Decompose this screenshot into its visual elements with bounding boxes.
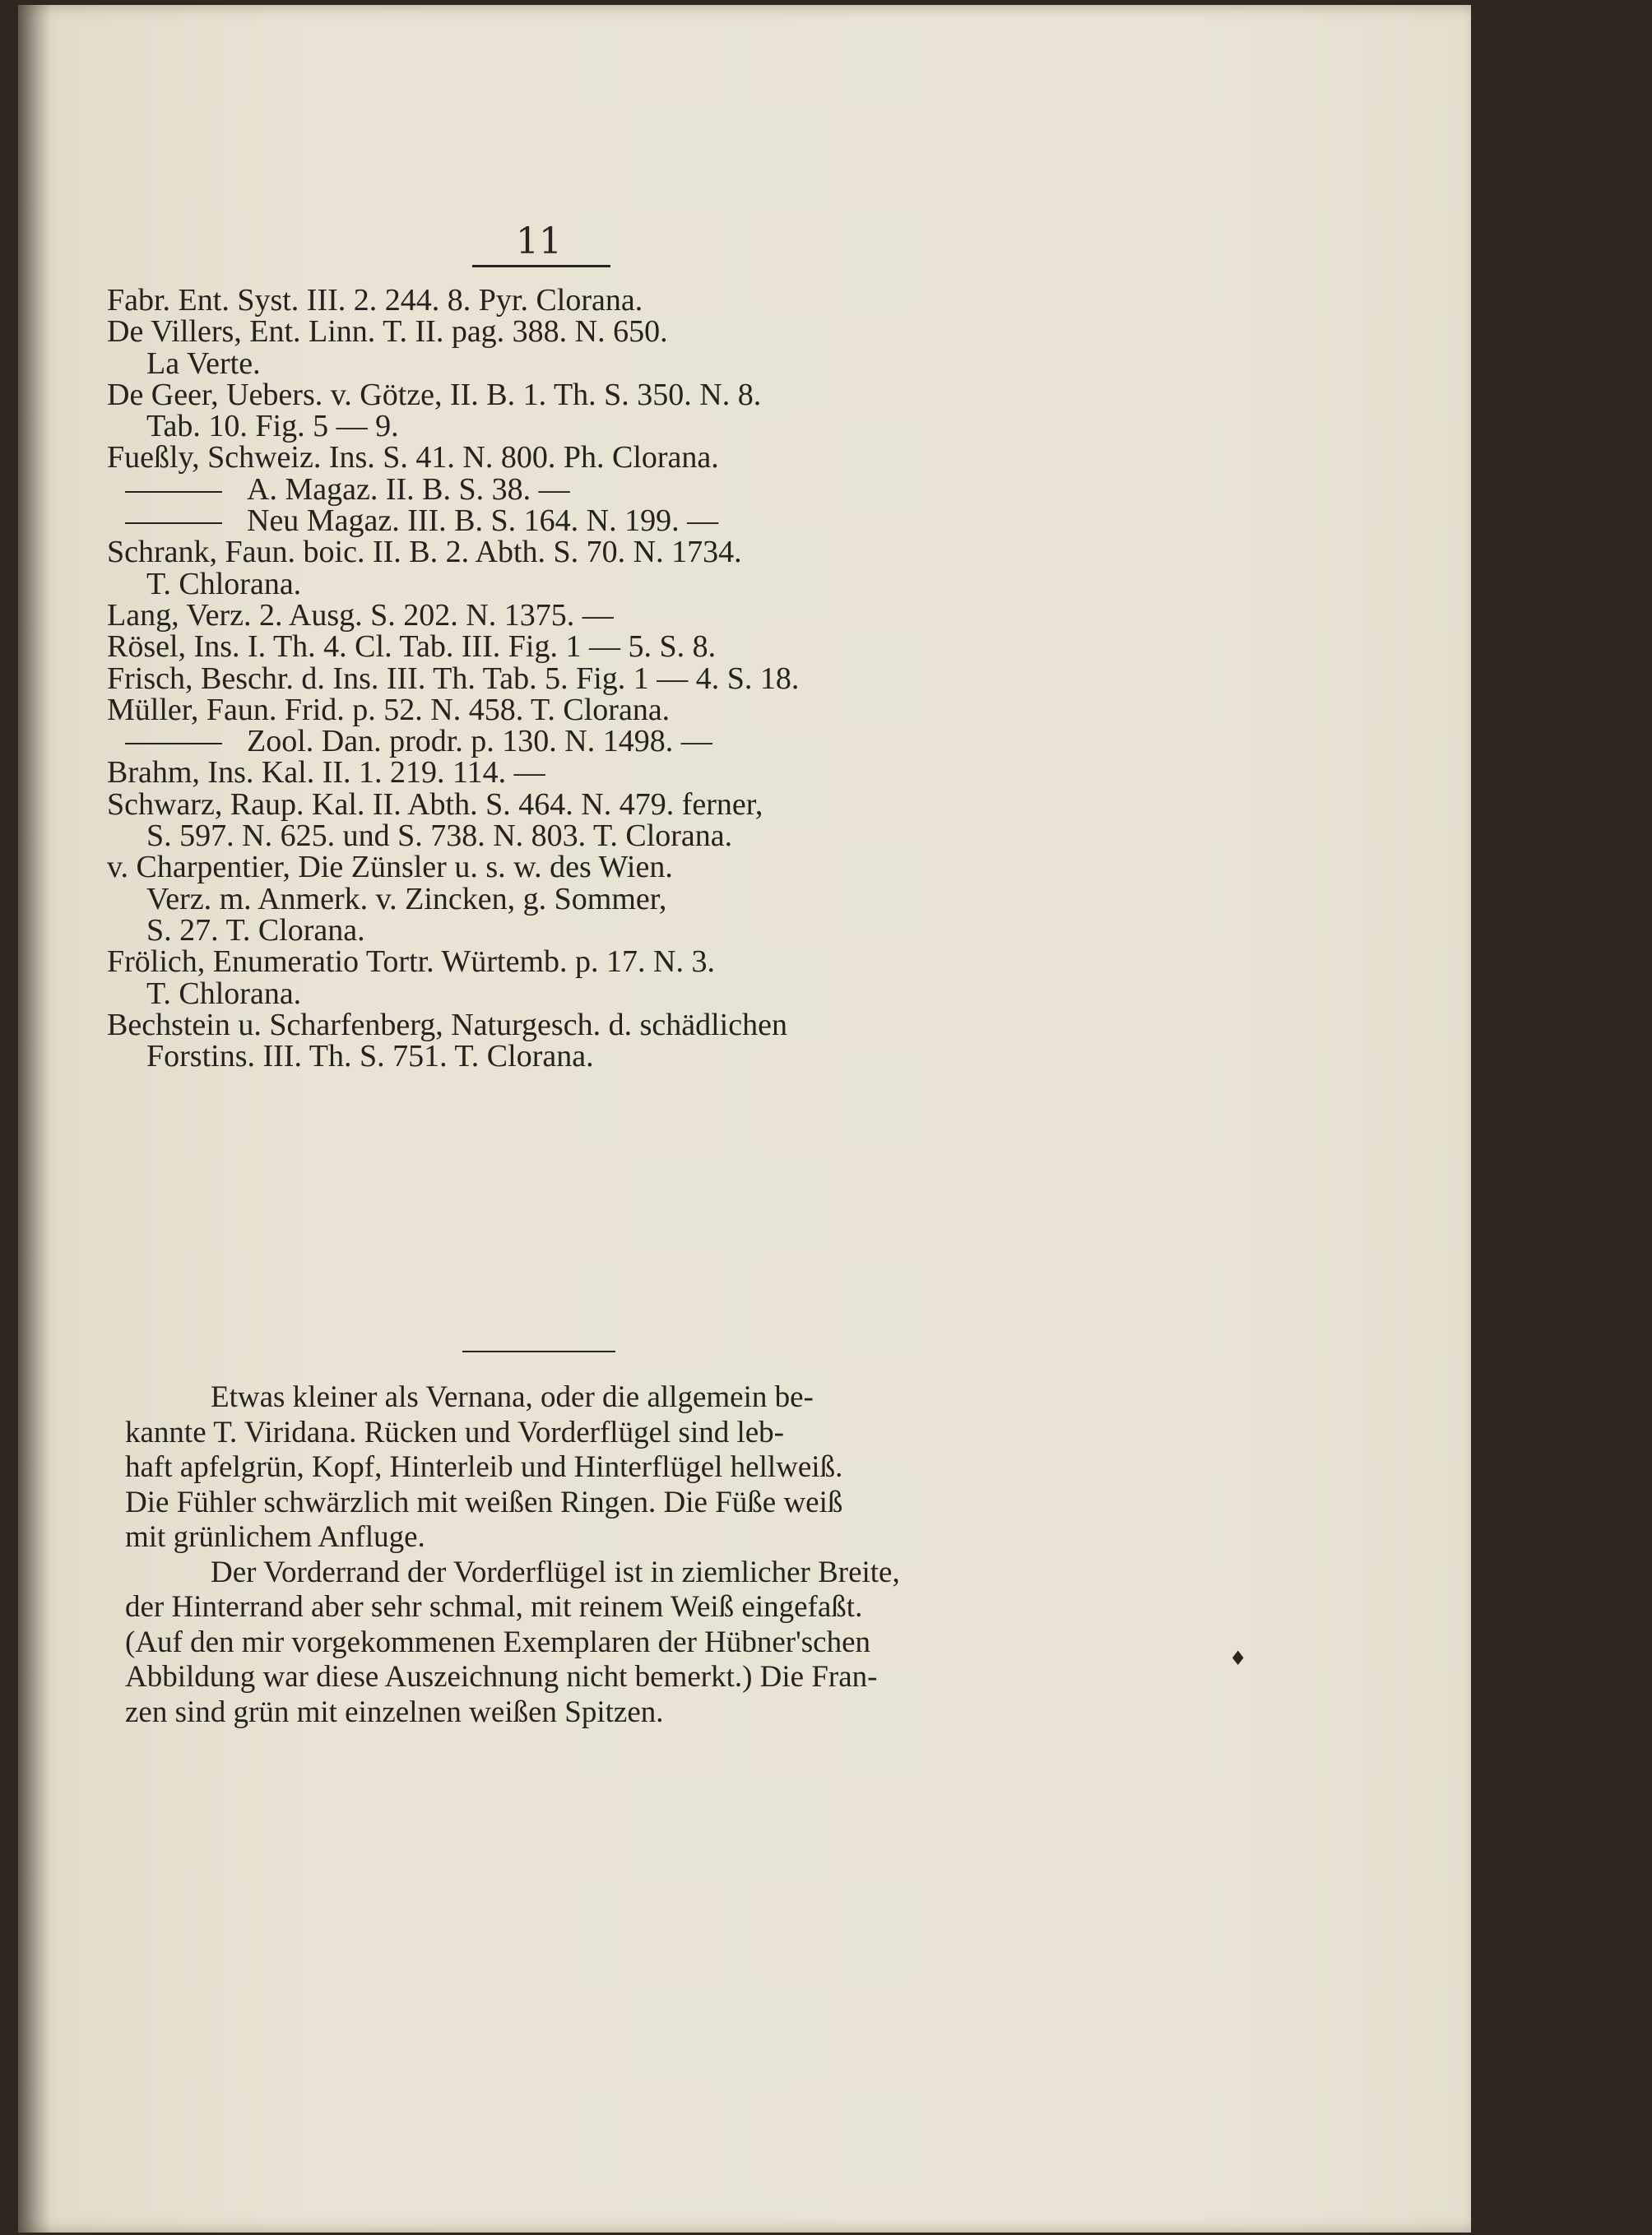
bibliography-entry-text: Verz. m. Anmerk. v. Zincken, g. Sommer, <box>146 881 667 916</box>
bibliography-entry-line <box>107 978 995 1009</box>
page-number: 11 <box>516 220 562 262</box>
bibliography-entry-line <box>107 944 995 980</box>
ditto-dash <box>125 491 222 493</box>
description-line: Der Vorderrand der Vorderflügel ist in ziemlicher Breite, <box>211 1555 900 1589</box>
bibliography-entry-line <box>107 1041 995 1072</box>
bibliography-entry-line <box>107 694 995 726</box>
description-line: Abbildung war diese Auszeichnung nicht bemerkt.) Die Fran- <box>125 1660 878 1694</box>
bibliography-entry-line <box>107 818 995 854</box>
description-text <box>125 1380 997 1730</box>
bibliography-entry-text: Forstins. III. Th. S. 751. T. Clorana. <box>146 1039 594 1074</box>
ink-mark: ♦ <box>1229 1647 1247 1670</box>
bibliography-entry-line <box>107 726 995 757</box>
bibliography-entry-line <box>107 410 995 442</box>
bibliography-entry-text: La Verte. <box>146 345 261 381</box>
bibliography-entry-line <box>107 883 995 915</box>
section-divider <box>462 1351 615 1352</box>
bibliography-entry-text: Neu Magaz. III. B. S. 164. N. 199. — <box>247 503 719 539</box>
description-line: der Hinterrand aber sehr schmal, mit reinem Weiß eingefaßt. <box>125 1590 863 1624</box>
description-line: mit grünlichem Anfluge. <box>125 1520 425 1554</box>
bibliography-entry-text: Zool. Dan. prodr. p. 130. N. 1498. — <box>247 724 712 759</box>
gutter-shadow <box>18 5 51 2233</box>
bibliography-entry-text: Fueßly, Schweiz. Ins. S. 41. N. 800. Ph. Clorana. <box>107 440 719 475</box>
bibliography-entry-text: Bechstein u. Scharfenberg, Naturgesch. d. schädlichen <box>107 1007 787 1042</box>
description-line: kannte T. Viridana. Rücken und Vorderflügel sind leb- <box>125 1415 784 1449</box>
bibliography-entry-text: Frölich, Enumeratio Tortr. Würtemb. p. 17. N. 3. <box>107 944 715 980</box>
bibliography-entry-line <box>107 536 995 568</box>
bibliography-entry-text: Schrank, Faun. boic. II. B. 2. Abth. S. 70. N. 1734. <box>107 535 742 570</box>
bibliography-entry-text: De Villers, Ent. Linn. T. II. pag. 388. N. 650. <box>107 314 668 350</box>
description-line: (Auf den mir vorgekommenen Exemplaren der Hübner'schen <box>125 1625 871 1659</box>
bibliography-entry-text: Müller, Faun. Frid. p. 52. N. 458. T. Clorana. <box>107 692 671 727</box>
bibliography-entry-line <box>107 345 995 381</box>
bibliography-entry-line <box>107 597 995 633</box>
bibliography-list <box>107 285 995 1072</box>
bibliography-entry-line <box>107 851 995 883</box>
bibliography-entry-text: Brahm, Ins. Kal. II. 1. 219. 114. — <box>107 755 545 791</box>
bibliography-entry-text: T. Chlorana. <box>146 566 302 601</box>
bibliography-entry-text: Lang, Verz. 2. Ausg. S. 202. N. 1375. — <box>107 597 614 633</box>
bibliography-entry-text: T. Chlorana. <box>146 976 302 1011</box>
bibliography-entry-line <box>107 471 995 507</box>
bibliography-entry-text: Fabr. Ent. Syst. III. 2. 244. 8. Pyr. Clorana. <box>107 283 643 318</box>
bibliography-entry-line <box>107 912 995 948</box>
bibliography-entry-text: Schwarz, Raup. Kal. II. Abth. S. 464. N. 479. ferner, <box>107 786 763 822</box>
bibliography-entry-line <box>107 786 995 822</box>
description-line: Die Fühler schwärzlich mit weißen Ringen. Die Füße weiß <box>125 1485 843 1519</box>
bibliography-entry-text: S. 597. N. 625. und S. 738. N. 803. T. Clorana. <box>146 818 733 854</box>
description-line: zen sind grün mit einzelnen weißen Spitzen. <box>125 1695 664 1729</box>
bibliography-entry-line <box>107 314 995 350</box>
bibliography-entry-line <box>107 379 995 410</box>
book-page <box>18 5 1471 2233</box>
bibliography-entry-text: Frisch, Beschr. d. Ins. III. Th. Tab. 5. Fig. 1 — 4. S. 18. <box>107 661 800 696</box>
description-line: Etwas kleiner als Vernana, oder die allgemein be- <box>211 1380 814 1414</box>
bibliography-entry-line <box>107 442 995 473</box>
ditto-dash <box>125 522 222 524</box>
description-line: haft apfelgrün, Kopf, Hinterleib und Hinterflügel hellweiß. <box>125 1450 843 1484</box>
bibliography-entry-text: A. Magaz. II. B. S. 38. — <box>247 471 570 507</box>
bibliography-entry-text: Rösel, Ins. I. Th. 4. Cl. Tab. III. Fig. 1 — 5. S. 8. <box>107 629 717 665</box>
bibliography-entry-text: S. 27. T. Clorana. <box>146 912 365 948</box>
bibliography-entry-line <box>107 1009 995 1041</box>
ditto-dash <box>125 743 222 744</box>
bibliography-entry-text: Tab. 10. Fig. 5 — 9. <box>146 409 399 444</box>
bibliography-entry-line <box>107 568 995 600</box>
bibliography-entry-text: De Geer, Uebers. v. Götze, II. B. 1. Th. S. 350. N. 8. <box>107 377 762 412</box>
bibliography-entry-line <box>107 663 995 694</box>
header-rule <box>472 265 610 267</box>
bibliography-entry-line <box>107 755 995 791</box>
bibliography-entry-text: v. Charpentier, Die Zünsler u. s. w. des Wien. <box>107 850 673 885</box>
bibliography-entry-line <box>107 629 995 665</box>
bibliography-entry-line <box>107 503 995 539</box>
bibliography-entry-line <box>107 285 995 316</box>
